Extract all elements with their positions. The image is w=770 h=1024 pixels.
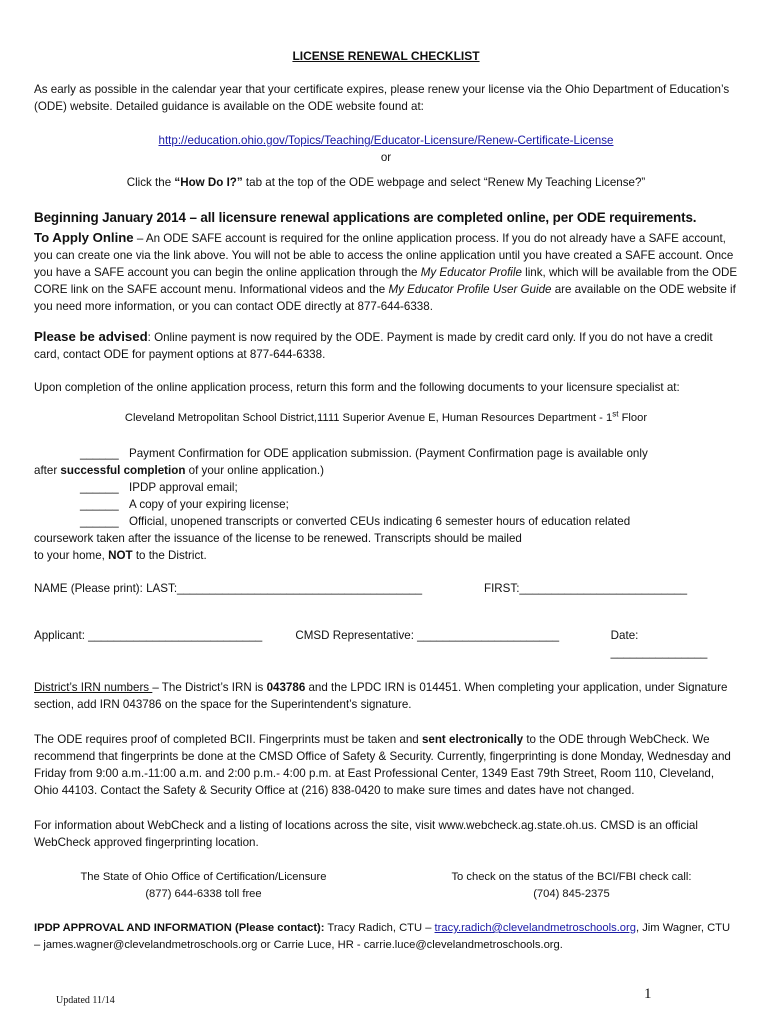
- document-page: [34, 48, 738, 954]
- applicant-signature-field[interactable]: Applicant: ___________________________: [34, 629, 263, 642]
- page-title: LICENSE RENEWAL CHECKLIST: [292, 49, 480, 63]
- date-field[interactable]: Date: _______________: [610, 629, 708, 659]
- checklist-item: ______ Payment Confirmation for ODE application submission. (Payment Confirmation page is available only: [34, 445, 738, 462]
- tracy-radich-email-link[interactable]: tracy.radich@clevelandmetroschools.org: [434, 922, 636, 934]
- please-be-advised-paragraph: Please be advised: Online payment is now required by the ODE. Payment is made by credit card only. If you do not have a credit card, contact ODE for payment options at 877-644-6338.: [34, 329, 713, 361]
- updated-date: Updated 11/14: [56, 995, 115, 1006]
- document-checklist: [34, 445, 738, 564]
- advised-lead: Please be advised: [34, 329, 148, 344]
- bci-status-contact: To check on the status of the BCI/FBI check call: (704) 845-2375: [451, 871, 692, 900]
- webcheck-paragraph: For information about WebCheck and a listing of locations across the site, visit www.webcheck.ag.state.oh.us. CMSD is an official WebCheck approved fingerprinting location.: [34, 819, 698, 849]
- checklist-item-continuation: to your home, NOT to the District.: [34, 549, 207, 562]
- district-address: Cleveland Metropolitan School District,1111 Superior Avenue E, Human Resources Department - 1st Floor: [124, 409, 648, 424]
- checklist-blank: ______: [80, 515, 119, 528]
- checklist-item-continuation: coursework taken after the issuance of the license to be renewed. Transcripts should be mailed: [34, 532, 522, 545]
- contact-block: [34, 869, 738, 903]
- ode-link-line: [34, 132, 738, 149]
- checklist-item: ______ A copy of your expiring license;: [34, 496, 738, 513]
- ipdp-contact-paragraph: IPDP APPROVAL AND INFORMATION (Please contact): Tracy Radich, CTU – tracy.radich@clevelandmetroschools.org, Jim Wagner, CTU – james.wagner@clevelandmetroschools.org or Carrie Luce, HR - carrie.luce@clevelandmetroschools.org.: [34, 922, 731, 951]
- checklist-item: ______ Official, unopened transcripts or converted CEUs indicating 6 semester hours of education related: [34, 513, 738, 530]
- apply-online-paragraph: To Apply Online – An ODE SAFE account is required for the online application process. If you do not already have a SAFE account, you can create one via the link above. You will not be able to access the online application until you have created a SAFE account. Once you have a SAFE account you can begin the online application through the My Educator Profile link, which will be available from the ODE CORE link on the SAFE account menu. Informational videos and the My Educator Profile User Guide are available on the ODE website if you need more information, or you can contact ODE directly at 877-644-6338.: [34, 230, 738, 313]
- upon-completion-paragraph: Upon completion of the online application process, return this form and the following documents to your licensure specialist at:: [34, 381, 680, 394]
- or-text: or: [380, 151, 392, 164]
- irn-paragraph: District’s IRN numbers – The District’s IRN is 043786 and the LPDC IRN is 014451. When completing your application, under Signature section, add IRN 043786 on the space for the Superintendent’s signature.: [34, 681, 728, 711]
- online-requirement-banner: Beginning January 2014 – all licensure renewal applications are completed online, per ODE requirements.: [34, 210, 697, 225]
- cmsd-representative-field[interactable]: CMSD Representative: ______________________: [295, 629, 560, 642]
- checklist-item-continuation: after successful completion of your online application.): [34, 464, 324, 477]
- apply-online-lead: To Apply Online: [34, 230, 134, 245]
- last-name-field[interactable]: NAME (Please print): LAST:______________________________________: [34, 582, 423, 595]
- certification-office-contact: The State of Ohio Office of Certification/Licensure (877) 644-6338 toll free: [80, 871, 327, 900]
- ode-renewal-link[interactable]: http://education.ohio.gov/Topics/Teaching/Educator-Licensure/Renew-Certificate-License: [158, 134, 614, 147]
- how-do-i-instruction: Click the “How Do I?” tab at the top of the ODE webpage and select “Renew My Teaching License?”: [126, 176, 646, 189]
- first-name-field[interactable]: FIRST:__________________________: [484, 582, 688, 595]
- checklist-blank: ______: [80, 481, 119, 494]
- name-row: [34, 580, 738, 597]
- irn-lead: District’s IRN numbers: [34, 681, 153, 694]
- checklist-blank: ______: [80, 498, 119, 511]
- bci-paragraph: The ODE requires proof of completed BCII. Fingerprints must be taken and sent electronically to the ODE through WebCheck. We recommend that fingerprints be done at the CMSD Office of Safety & Security. Currently, fingerprinting is done Monday, Wednesday and Friday from 9:00 a.m.-11:00 a.m. and 2:00 p.m.- 4:00 p.m. at East Professional Center, 1349 East 79th Street, Room 110, Cleveland, Ohio 44103. Contact the Safety & Security Office at (216) 838-0420 to make sure times and dates have not changed.: [34, 733, 731, 797]
- checklist-blank: ______: [80, 447, 119, 460]
- intro-paragraph: As early as possible in the calendar year that your certificate expires, please renew your license via the Ohio Department of Education’s (ODE) website. Detailed guidance is available on the ODE website found at:: [34, 83, 730, 113]
- signature-row: [34, 627, 738, 661]
- checklist-item: ______ IPDP approval email;: [34, 479, 738, 496]
- page-number: 1: [644, 986, 652, 1002]
